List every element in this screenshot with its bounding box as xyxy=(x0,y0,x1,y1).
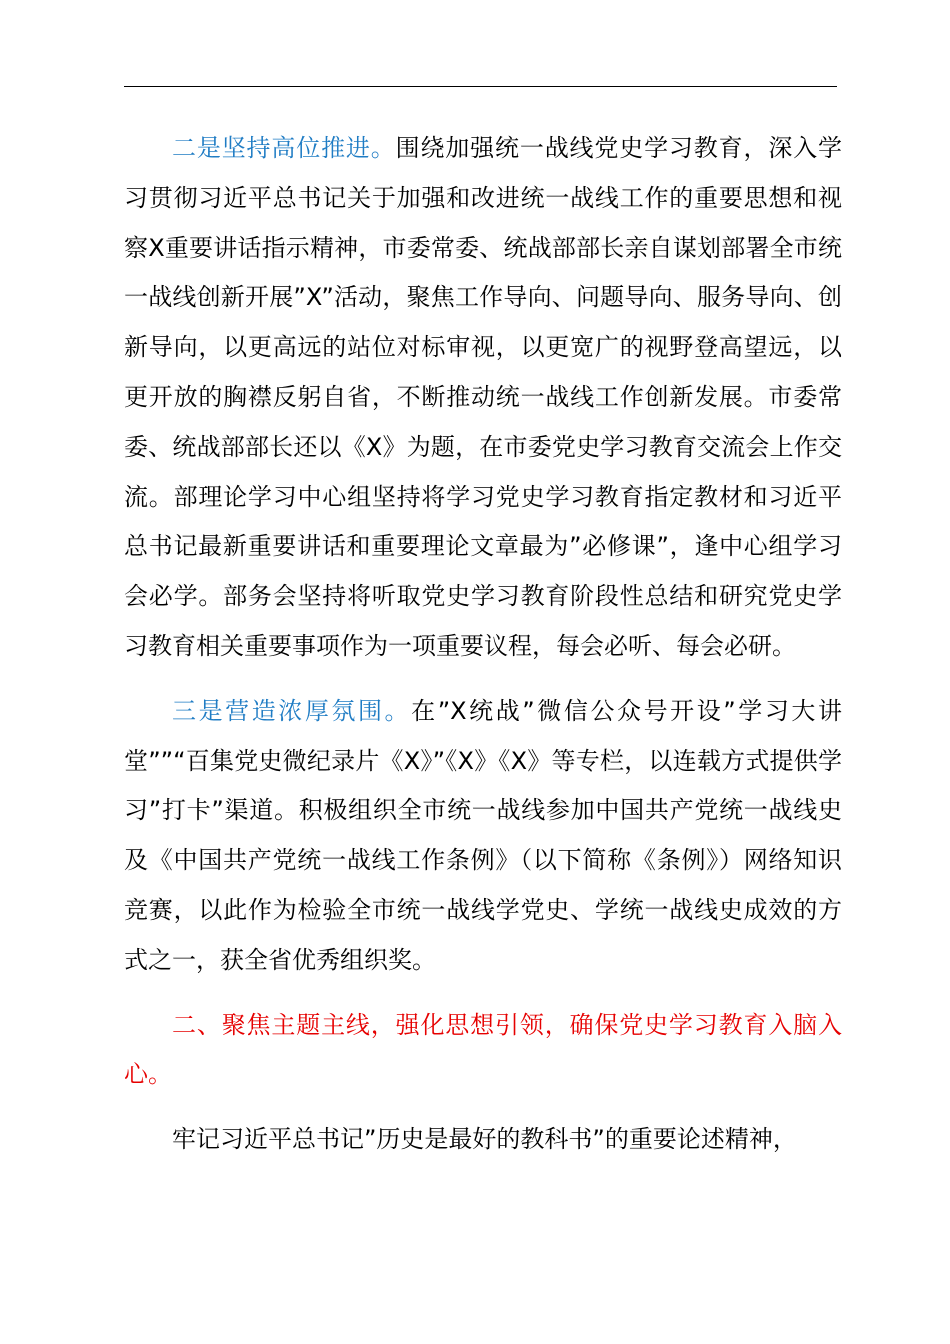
closing-paragraph: 牢记习近平总书记”历史是最好的教科书”的重要论述精神， xyxy=(172,1125,797,1154)
header-rule xyxy=(124,86,837,87)
section-heading: 二、聚焦主题主线，强化思想引领，确保党史学习教育入脑入心。 xyxy=(124,1010,842,1089)
paragraph-atmosphere xyxy=(124,687,842,986)
paragraph-lead: 二是坚持高位推进。 xyxy=(172,134,396,162)
paragraph-high-level-promotion xyxy=(124,124,842,672)
paragraph-text: 围绕加强统一战线党史学习教育，深入学习贯彻习近平总书记关于加强和改进统一战线工作的重要思想和视察X重要讲话指示精神，市委常委、统战部部长亲自谋划部署全市统一战线创新开展”X”活动，聚焦工作导向、问题导向、服务导向、创新导向，以更高远的站位对标审视，以更宽广的视野登高望远，以更开放的胸襟反躬自省，不断推动统一战线工作创新发展。市委常委、统战部部长还以《X》为题，在市委党史学习教育交流会上作交流。部理论学习中心组坚持将学习党史学习教育指定教材和习近平总书记最新重要讲话和重要理论文章最为”必修课”，逢中心组学习会必学。部务会坚持将听取党史学习教育阶段性总结和研究党史学习教育相关重要事项作为一项重要议程，每会必听、每会必研。 xyxy=(124,134,843,660)
paragraph-lead: 三是营造浓厚氛围。 xyxy=(172,696,412,725)
document-body xyxy=(124,124,842,1165)
paragraph-text: 在”X统战”微信公众号开设”学习大讲堂””“百集党史微纪录片《X》”《X》《X》等专栏，以连载方式提供学习”打卡”渠道。积极组织全市统一战线参加中国共产党统一战线史及《中国共产党统一战线工作条例》（以下简称《条例》）网络知识竞赛，以此作为检验全市统一战线学党史、学统一战线史成效的方式之一，获全省优秀组织奖。 xyxy=(124,696,843,974)
